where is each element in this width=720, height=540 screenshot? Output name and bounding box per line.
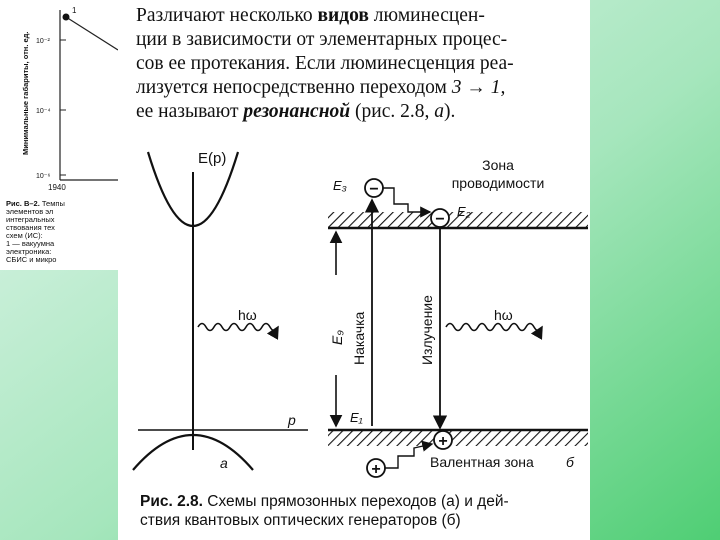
paragraph-line-5: ее называют резонансной (рис. 2.8, а).: [136, 101, 456, 122]
inset-caption-line: интегральных: [6, 215, 55, 224]
photon-label-a: hω: [238, 307, 257, 323]
inset-tick-1: 10⁻²: [36, 38, 50, 45]
energy-axis-label: E(p): [198, 150, 227, 167]
paragraph-line-2: ции в зависимости от элементарных процес-: [136, 29, 508, 50]
paragraph-line-1: Различают несколько видов люминесцен-: [136, 5, 485, 26]
inset-caption-line: СБИС и микро: [6, 255, 57, 264]
inset-caption-line: электроника:: [6, 247, 52, 256]
bold-term: видов: [317, 5, 369, 26]
inset-y-axis-label: Минимальные габариты, отн. ед.: [21, 31, 30, 155]
inset-curve: [66, 17, 118, 50]
paragraph-line-4: лизуется непосредственно переходом 3 → 1,: [136, 77, 506, 98]
caption-line-1: Рис. 2.8. Схемы прямозонных переходов (а) и дей-: [140, 493, 509, 510]
inset-caption-line: ствования тех: [6, 223, 55, 232]
momentum-axis-label: p: [288, 412, 296, 428]
panel-a-label: а: [220, 455, 228, 471]
panel-b-label: б: [566, 454, 574, 470]
hole-lower-sign: +: [371, 461, 381, 478]
level-e3-label: E₃: [333, 178, 347, 193]
inset-figure: [0, 0, 118, 270]
level-e2-label: E₂: [457, 204, 471, 219]
pumping-label: Накачка: [351, 311, 367, 365]
inset-caption-line: Темпы: [41, 199, 65, 208]
inset-chart: [0, 0, 118, 200]
inset-caption: [6, 200, 118, 264]
inset-caption-line: схем (ИС):: [6, 231, 43, 240]
panel-a: [133, 150, 308, 471]
inset-x-start: 1940: [48, 183, 66, 192]
level-e1-label: E₁: [350, 410, 363, 425]
electron-e3-sign: −: [369, 181, 379, 198]
inset-caption-head: Рис. В–2.: [6, 199, 40, 208]
caption-line-2: ствия квантовых оптических генераторов (б): [140, 512, 461, 529]
photon-label-b: hω: [494, 307, 513, 323]
figure-number: Рис. 2.8.: [140, 493, 203, 510]
valence-band-label: Валентная зона: [430, 454, 534, 470]
transition-formula: 3 → 1,: [451, 77, 506, 98]
photon-wave-a: [198, 324, 278, 331]
inset-caption-line: элементов эл: [6, 207, 54, 216]
inset-caption-line: 1 — вакуумна: [6, 239, 55, 248]
emission-label: Излучение: [419, 295, 435, 365]
inset-tick-2: 10⁻⁴: [36, 108, 51, 115]
conduction-band-label-1: Зона: [482, 157, 514, 173]
paragraph-line-3: сов ее протекания. Если люминесценция реа-: [136, 53, 514, 74]
inset-tick-3: 10⁻⁶: [36, 173, 51, 180]
body-paragraph: [136, 4, 590, 124]
valence-band-hatch: [328, 430, 588, 446]
panel-b: [328, 157, 588, 478]
relaxation-arrow: [383, 188, 430, 212]
electron-e2-sign: −: [435, 211, 445, 228]
figure-2-8: [118, 140, 590, 490]
photon-wave-b: [446, 324, 542, 331]
inset-data-point: [63, 14, 70, 21]
resonant-term: резонансной: [243, 101, 351, 122]
hole-relaxation-arrow: [385, 444, 432, 468]
inset-curve-label: 1: [72, 6, 77, 15]
hole-upper-sign: +: [438, 433, 448, 450]
conduction-band-label-2: проводимости: [451, 175, 545, 191]
figure-caption: [140, 492, 590, 530]
band-gap-label: E₉: [329, 330, 345, 345]
